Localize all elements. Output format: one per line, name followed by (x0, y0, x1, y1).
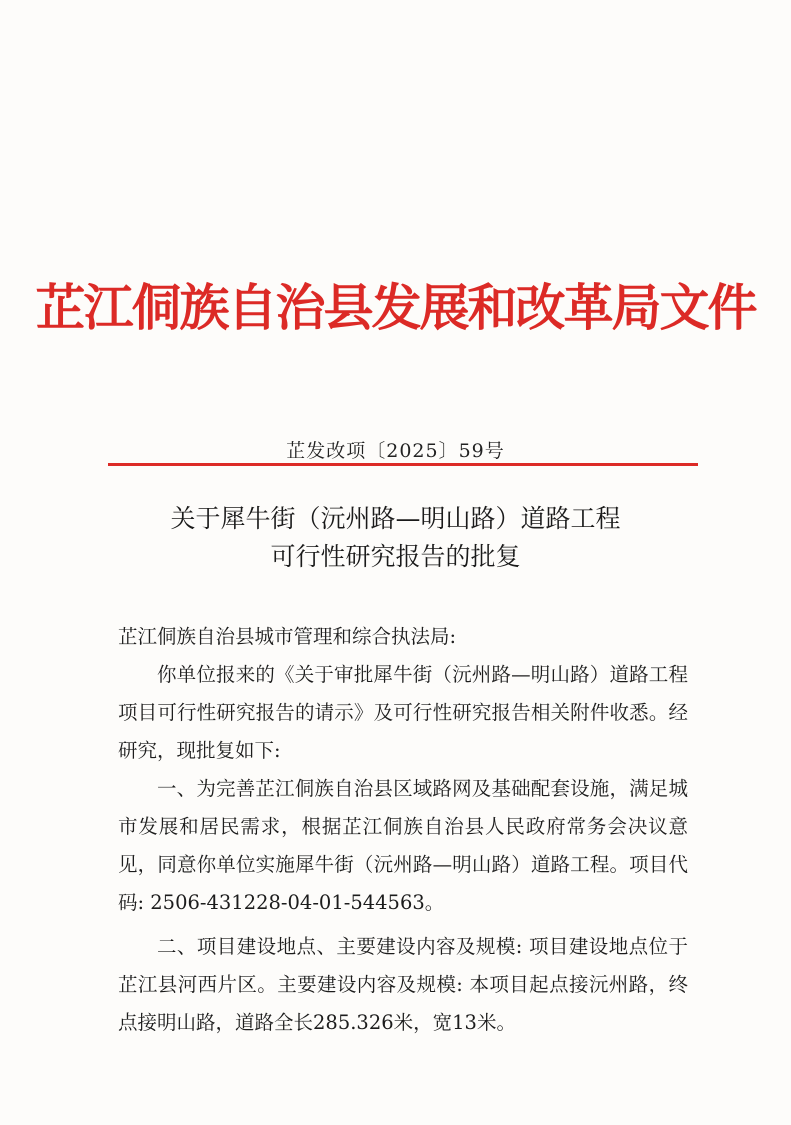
issuing-authority-title: 芷江侗族自治县发展和改革局文件 (35, 278, 756, 337)
subject-line-1: 关于犀牛街（沅州路—明山路）道路工程 (170, 504, 621, 533)
body-paragraph-intro: 你单位报来的《关于审批犀牛街（沅州路—明山路）道路工程项目可行性研究报告的请示》及可行性研究报告相关附件收悉。经研究，现批复如下: (118, 663, 688, 762)
document-body (118, 618, 688, 1042)
document-subject (0, 500, 791, 576)
document-number: 芷发改项〔2025〕59号 (286, 440, 505, 462)
body-paragraph-2: 二、项目建设地点、主要建设内容及规模: 项目建设地点位于芷江县河西片区。主要建设内容及规模: 本项目起点接沅州路，终点接明山路，道路全长285.326米，宽13米。 (118, 935, 688, 1034)
body-paragraph-1: 一、为完善芷江侗族自治县区域路网及基础配套设施，满足城市发展和居民需求，根据芷江侗族自治县人民政府常务会决议意见，同意你单位实施犀牛街（沅州路—明山路）道路工程。项目代码: 2506-431228-04-01-544563。 (118, 777, 688, 914)
red-divider-line (108, 463, 698, 466)
addressee: 芷江侗族自治县城市管理和综合执法局: (118, 625, 457, 648)
subject-line-2: 可行性研究报告的批复 (270, 542, 521, 571)
